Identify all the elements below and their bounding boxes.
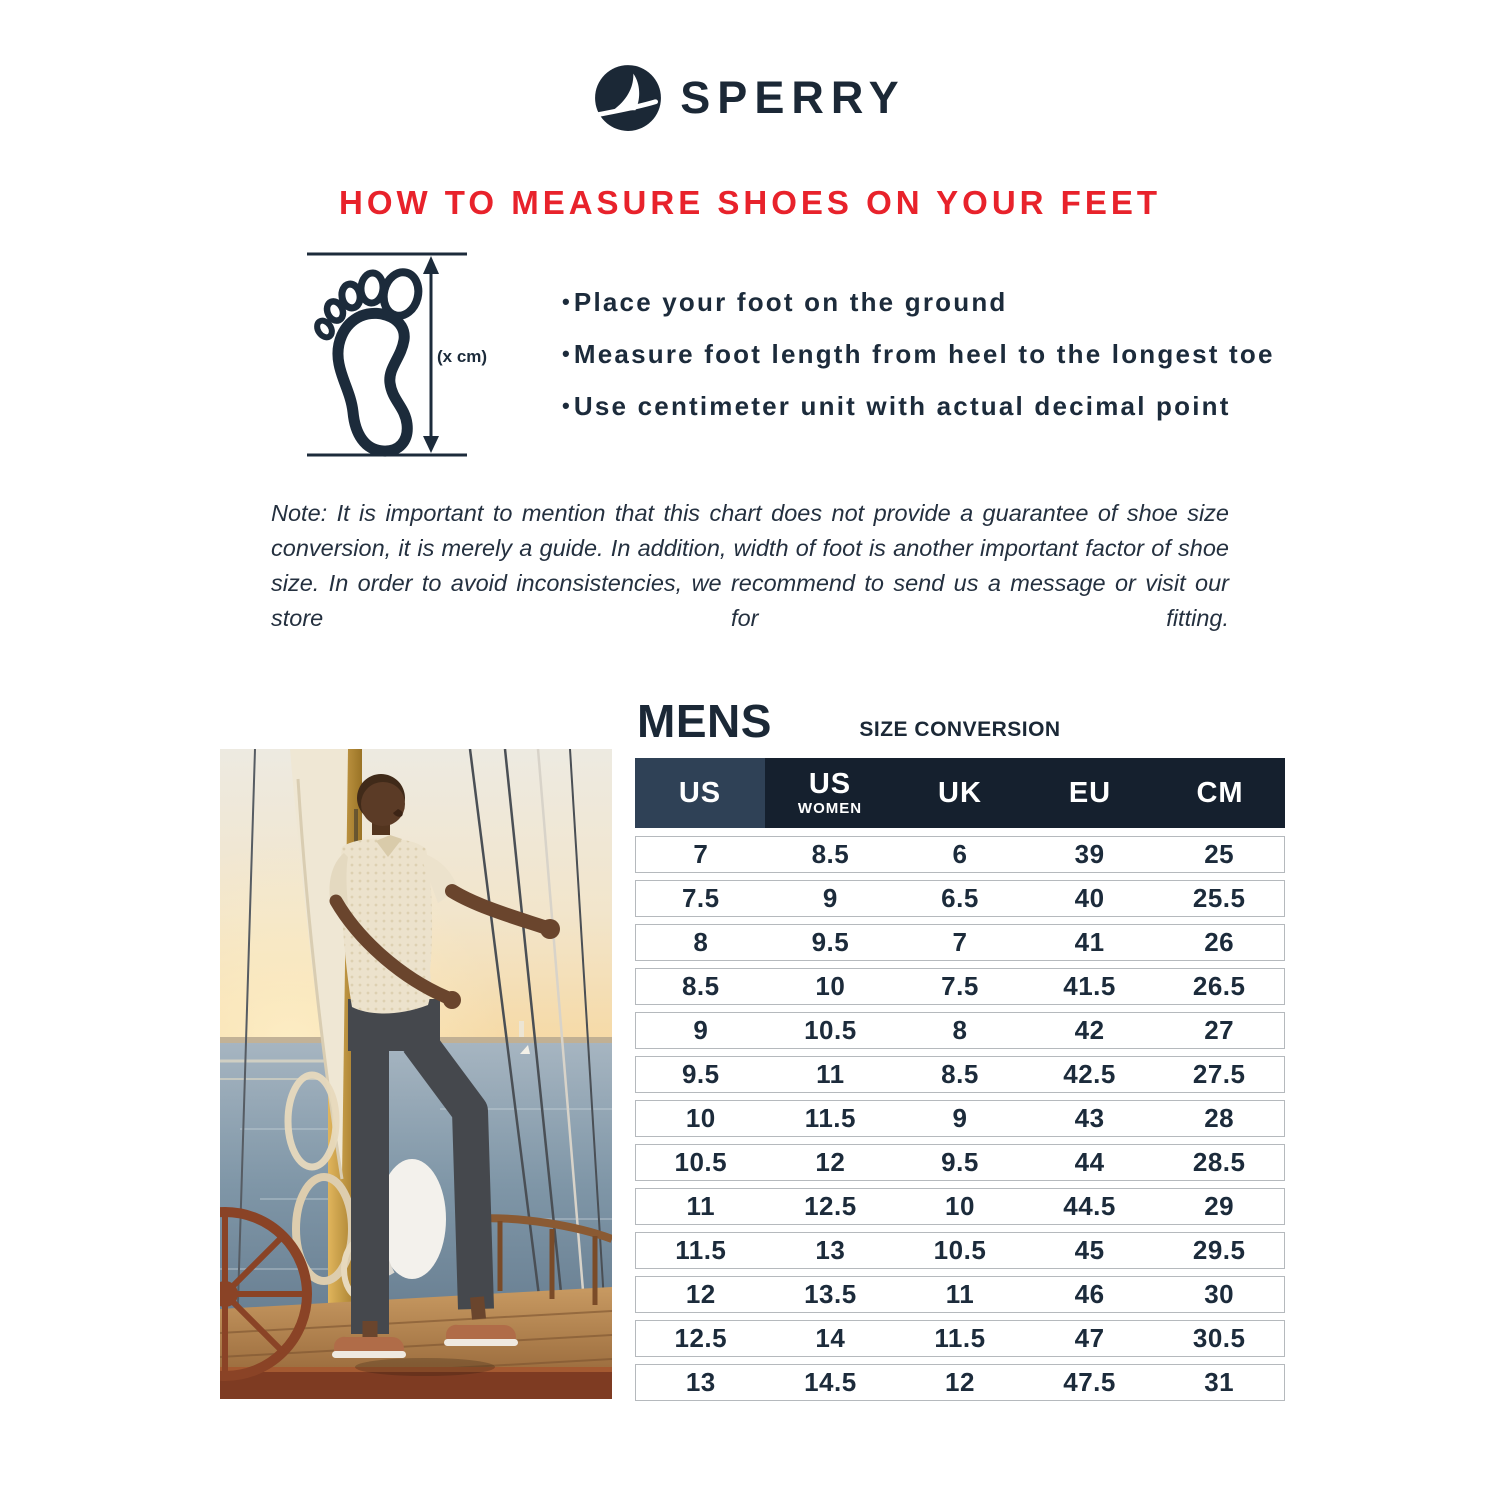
- table-row: [635, 924, 1285, 961]
- column-header-cm: CM: [1196, 776, 1244, 809]
- table-cell: 8: [952, 1015, 968, 1045]
- table-row: [635, 836, 1285, 873]
- table-cell: 30.5: [1192, 1323, 1246, 1353]
- table-cell: 9.5: [941, 1147, 979, 1177]
- table-row: [635, 1232, 1285, 1269]
- table-cell: 41.5: [1063, 971, 1116, 1001]
- table-cell: 11: [686, 1191, 716, 1221]
- sperry-sailboat-icon: [594, 64, 662, 132]
- section-title: MENS: [637, 695, 772, 747]
- table-cell: 8.5: [681, 971, 720, 1001]
- table-cell: 10.5: [804, 1015, 857, 1045]
- table-cell: 9.5: [811, 927, 850, 957]
- brand-header: [0, 0, 1500, 132]
- boat-photo: [220, 749, 612, 1399]
- column-header-eu: EU: [1068, 776, 1112, 809]
- table-cell: 7: [693, 839, 709, 869]
- table-cell: 6: [952, 839, 968, 869]
- table-cell: 31: [1204, 1367, 1235, 1397]
- table-cell: 10.5: [933, 1235, 987, 1265]
- table-row: [635, 1144, 1285, 1181]
- table-cell: 29.5: [1192, 1235, 1246, 1265]
- table-row: [635, 1364, 1285, 1401]
- table-cell: 11: [945, 1279, 975, 1309]
- table-cell: 12.5: [804, 1191, 857, 1221]
- table-cell: 9: [693, 1015, 709, 1045]
- brand-name: SPERRY: [680, 72, 906, 123]
- table-cell: 47: [1074, 1323, 1105, 1353]
- table-cell: 43: [1074, 1103, 1105, 1133]
- table-cell: 47.5: [1063, 1367, 1116, 1397]
- measure-bullet: • Use centimeter unit with actual decimal point: [562, 391, 1275, 422]
- table-row: [635, 1188, 1285, 1225]
- footprint-shape: [314, 269, 423, 452]
- table-cell: 14: [815, 1323, 846, 1353]
- table-cell: 12: [815, 1147, 846, 1177]
- table-subtitle: SIZE CONVERSION: [859, 718, 1061, 741]
- size-conversion-section: [635, 694, 1285, 1408]
- table-cell: 10: [815, 971, 846, 1001]
- table-cell: 27: [1204, 1015, 1235, 1045]
- column-header-us: US: [635, 758, 765, 828]
- table-cell: 11.5: [804, 1103, 856, 1133]
- table-cell: 11: [816, 1059, 845, 1089]
- measure-instructions: [305, 248, 1500, 460]
- table-body: [635, 836, 1285, 1401]
- table-row: [635, 1276, 1285, 1313]
- measure-bullets: [562, 266, 1275, 443]
- table-cell: 29: [1204, 1191, 1235, 1221]
- table-cell: 40: [1074, 883, 1105, 913]
- table-cell: 42.5: [1063, 1059, 1116, 1089]
- table-cell: 44: [1074, 1147, 1105, 1177]
- table-row: [635, 1012, 1285, 1049]
- table-cell: 45: [1074, 1235, 1105, 1265]
- table-cell: 28: [1204, 1103, 1235, 1133]
- table-row: [635, 1100, 1285, 1137]
- table-cell: 10.5: [674, 1147, 728, 1177]
- table-titles: [635, 694, 1285, 747]
- measure-bullet: • Measure foot length from heel to the longest toe: [562, 339, 1275, 370]
- table-cell: 26.5: [1192, 971, 1246, 1001]
- table-cell: 14.5: [804, 1367, 857, 1397]
- table-cell: 7.5: [941, 971, 979, 1001]
- table-cell: 11.5: [934, 1323, 986, 1353]
- measure-bullet: • Place your foot on the ground: [562, 287, 1275, 318]
- table-cell: 8: [693, 927, 709, 957]
- table-cell: 12.5: [674, 1323, 728, 1353]
- table-cell: 25: [1204, 839, 1235, 869]
- table-cell: 10: [945, 1191, 975, 1221]
- table-cell: 6.5: [941, 883, 979, 913]
- column-header-uk: UK: [938, 776, 982, 809]
- table-cell: 42: [1074, 1015, 1105, 1045]
- table-cell: 10: [685, 1103, 716, 1133]
- table-header-row: [635, 758, 1285, 828]
- table-cell: 9.5: [681, 1059, 720, 1089]
- table-cell: 30: [1204, 1279, 1235, 1309]
- footprint-measure-icon: [305, 248, 510, 460]
- table-cell: 12: [685, 1279, 716, 1309]
- table-cell: 13: [815, 1235, 846, 1265]
- table-cell: 12: [945, 1367, 975, 1397]
- table-cell: 13: [685, 1367, 716, 1397]
- table-cell: 7: [952, 927, 968, 957]
- table-cell: 27.5: [1192, 1059, 1246, 1089]
- table-cell: 11.5: [675, 1235, 727, 1265]
- table-row: [635, 880, 1285, 917]
- table-row: [635, 968, 1285, 1005]
- diagram-measure-label: (x cm): [437, 347, 488, 366]
- table-cell: 25.5: [1192, 883, 1246, 913]
- page-title: HOW TO MEASURE SHOES ON YOUR FEET: [338, 184, 1162, 221]
- table-cell: 39: [1074, 839, 1105, 869]
- table-cell: 9: [822, 883, 838, 913]
- table-cell: 13.5: [804, 1279, 857, 1309]
- content-row: [0, 694, 1500, 1408]
- table-cell: 7.5: [681, 883, 720, 913]
- table-row: [635, 1056, 1285, 1093]
- table-cell: 44.5: [1063, 1191, 1116, 1221]
- column-header-us-women: US WOMEN: [797, 768, 863, 817]
- table-cell: 26: [1204, 927, 1235, 957]
- table-cell: 46: [1074, 1279, 1105, 1309]
- table-cell: 28.5: [1192, 1147, 1246, 1177]
- table-row: [635, 1320, 1285, 1357]
- table-cell: 8.5: [811, 839, 850, 869]
- table-cell: 8.5: [941, 1059, 979, 1089]
- table-cell: 41: [1074, 927, 1105, 957]
- disclaimer-note: Note: It is important to mention that this chart does not provide a guarantee of shoe size conversion, it is merely a guide. In addition, width of foot is another important factor of shoe size. In order to avoid inconsistencies, we recommend to send us a message or visit our store for fitting.: [271, 500, 1229, 631]
- table-cell: 9: [952, 1103, 968, 1133]
